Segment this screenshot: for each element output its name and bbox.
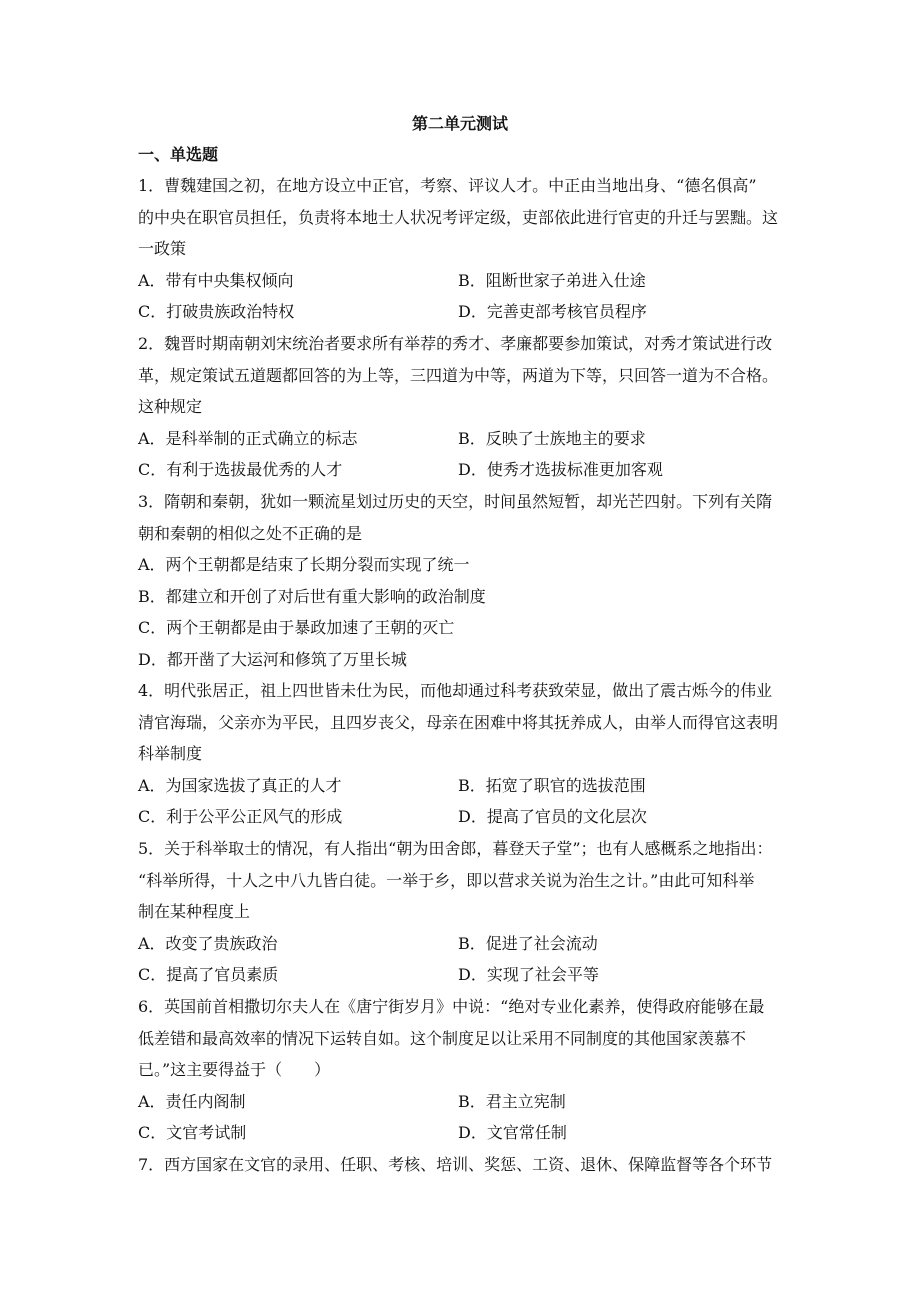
option-b: B．促进了社会流动	[458, 933, 598, 953]
option-row	[138, 1086, 788, 1118]
option-c: C．有利于选拔最优秀的人才	[138, 460, 343, 479]
question-7	[138, 1149, 788, 1181]
option-c: C．两个王朝都是由于暴政加速了王朝的灭亡	[138, 618, 455, 637]
question-stem-line: 的中央在职官员担任，负责将本地士人状况考评定级，吏部依此进行官吏的升迁与罢黜。这	[138, 207, 779, 227]
option-c: C．文官考试制	[138, 1123, 247, 1142]
question-4	[138, 675, 788, 833]
option-c: C．利于公平公正风气的形成	[138, 807, 343, 826]
option-row	[138, 1117, 788, 1149]
question-stem-line: 科举制度	[138, 744, 203, 763]
option-a: A．为国家选拔了真正的人才	[138, 775, 342, 795]
option-a: A．是科举制的正式确立的标志	[138, 428, 358, 448]
question-stem-line: 一政策	[138, 239, 187, 258]
question-stem-line: 革，规定策试五道题都回答的为上等，三四道为中等，两道为下等，只回答一道为不合格。	[138, 365, 779, 385]
option-d: D．提高了官员的文化层次	[458, 807, 647, 826]
option-row	[138, 454, 788, 486]
question-stem-line: 2．魏晋时期南朝刘宋统治者要求所有举荐的秀才、孝廉都要参加策试，对秀才策试进行改	[138, 334, 773, 353]
option-b: B．反映了士族地主的要求	[458, 428, 646, 448]
option-a: A．改变了贵族政治	[138, 933, 278, 953]
option-c: C．提高了官员素质	[138, 965, 279, 984]
option-a: A．带有中央集权倾向	[138, 270, 294, 290]
option-row	[138, 423, 788, 455]
question-5	[138, 833, 788, 991]
question-stem-line: 4．明代张居正，祖上四世皆未仕为民，而他却通过科考获致荣显，做出了震古烁今的伟业	[138, 681, 773, 700]
option-row	[138, 928, 788, 960]
question-3	[138, 486, 788, 675]
question-stem-line: 低差错和最高效率的情况下运转自如。这个制度足以让采用不同制度的其他国家羡慕不	[138, 1028, 747, 1048]
question-stem-line: 这种规定	[138, 397, 203, 416]
option-d: D．文官常任制	[458, 1123, 567, 1142]
option-b: B．君主立宪制	[458, 1091, 566, 1111]
question-stem-line: 6．英国前首相撒切尔夫人在《唐宁街岁月》中说：“绝对专业化素养，使得政府能够在最	[138, 997, 765, 1016]
question-1	[138, 170, 788, 328]
question-stem-line: 7．西方国家在文官的录用、任职、考核、培训、奖惩、工资、退休、保障监督等各个环节	[138, 1155, 773, 1174]
section-heading: 一、单选题	[138, 145, 219, 164]
option-b: B．都建立和开创了对后世有重大影响的政治制度	[138, 586, 486, 606]
option-d: D．使秀才选拔标准更加客观	[458, 460, 663, 479]
option-row	[138, 801, 788, 833]
question-2	[138, 328, 788, 486]
option-b: B．拓宽了职官的选拔范围	[458, 775, 646, 795]
question-stem-line: 已。”这主要得益于（ ）	[138, 1060, 331, 1079]
page-title: 第二单元测试	[411, 114, 508, 133]
option-a: A．责任内阁制	[138, 1091, 246, 1111]
option-d: D．实现了社会平等	[458, 965, 599, 984]
option-d: D．都开凿了大运河和修筑了万里长城	[138, 649, 407, 669]
option-d: D．完善吏部考核官员程序	[458, 302, 647, 321]
question-stem-line: “科举所得，十人之中八九皆白徒。一举于乡，即以营求关说为治生之计。”由此可知科举	[138, 870, 755, 890]
option-c: C．打破贵族政治特权	[138, 302, 295, 321]
question-stem-line: 1．曹魏建国之初，在地方设立中正官，考察、评议人才。中正由当地出身、“德名俱高”	[138, 176, 757, 195]
question-stem-line: 5．关于科举取士的情况，有人指出“朝为田舍郎，暮登天子堂”；也有人感概系之地指出：	[138, 839, 773, 858]
question-6	[138, 991, 788, 1149]
question-stem-line: 3．隋朝和秦朝，犹如一颗流星划过历史的天空，时间虽然短暂，却光芒四射。下列有关隋	[138, 492, 773, 511]
question-stem-line: 清官海瑞，父亲亦为平民，且四岁丧父，母亲在困难中将其抚养成人，由举人而得官这表明	[138, 712, 779, 732]
option-row	[138, 959, 788, 991]
option-row	[138, 296, 788, 328]
option-a: A．两个王朝都是结束了长期分裂而实现了统一	[138, 555, 470, 574]
option-row	[138, 265, 788, 297]
option-row	[138, 770, 788, 802]
question-stem-line: 制在某种程度上	[138, 902, 251, 921]
question-stem-line: 朝和秦朝的相似之处不正确的是	[138, 523, 363, 543]
option-b: B．阻断世家子弟进入仕途	[458, 270, 646, 290]
